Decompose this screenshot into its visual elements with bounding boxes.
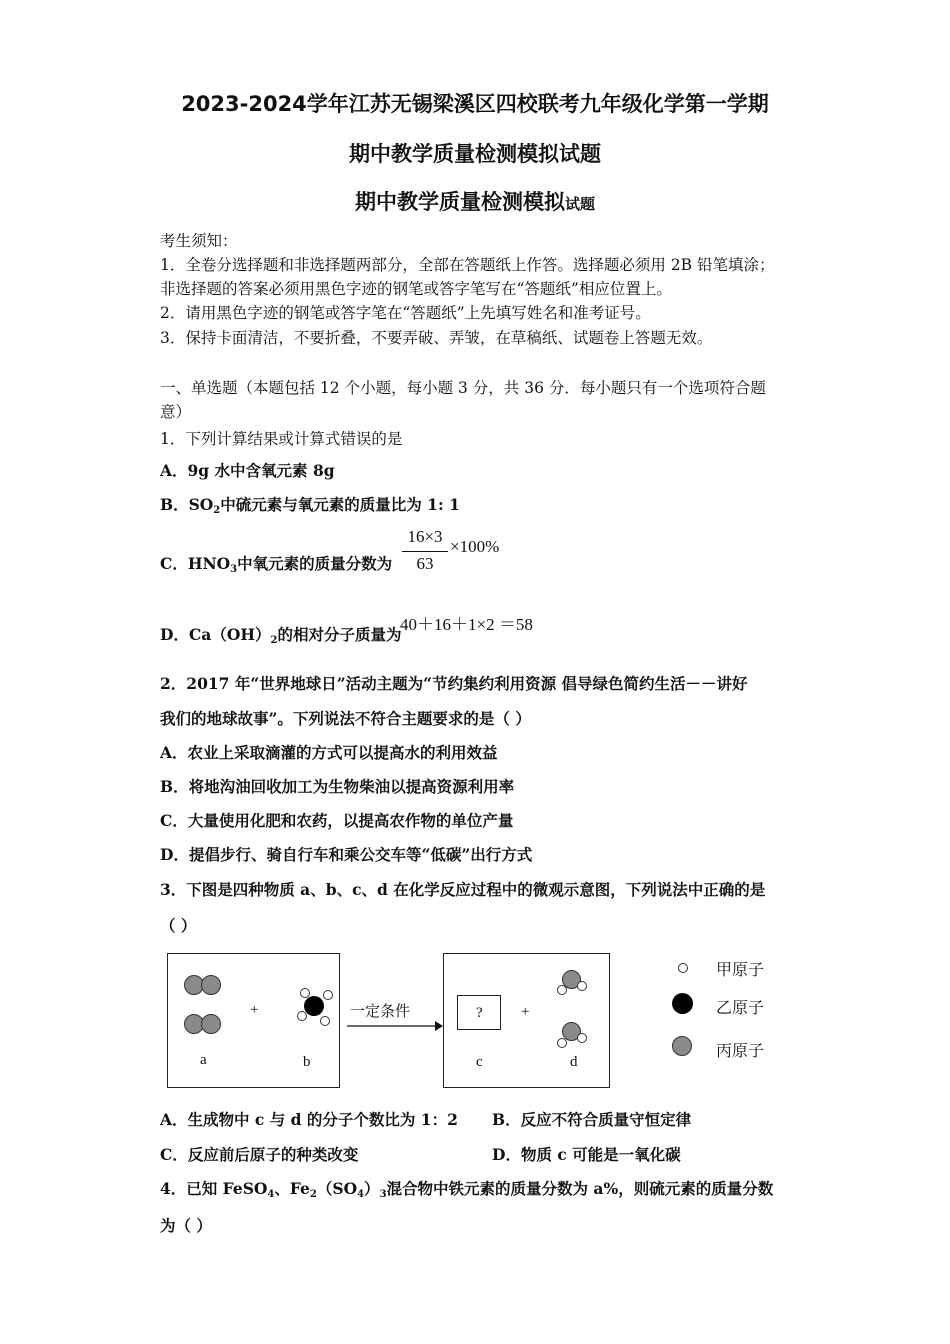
q1-d-pre: D．Ca（OH） [160, 625, 271, 644]
q4-mid3: ） [364, 1179, 380, 1198]
arrow-condition: 一定条件 [350, 1002, 411, 1020]
reaction-arrow [345, 1019, 445, 1033]
title-line-3 [0, 186, 950, 216]
section-heading-2: 意） [160, 403, 192, 421]
q4-pre: 4．已知 FeSO [160, 1179, 268, 1198]
notice-item-3: 3．保持卡面清洁，不要折叠，不要弄破、弄皱，在草稿纸、试题卷上答题无效。 [160, 329, 713, 347]
section-heading-1: 一、单选题（本题包括 12 个小题，每小题 3 分，共 36 分．每小题只有一个选项符合题 [160, 379, 766, 397]
q1-d-post: 的相对分子质量为 [277, 625, 402, 644]
legend-yi-atom [672, 993, 693, 1014]
atom-jia [320, 1016, 330, 1026]
q1-c-post: 中氧元素的质量分数为 [237, 554, 393, 573]
q3-option-b: B．反应不符合质量守恒定律 [492, 1110, 692, 1129]
q4-post: 混合物中铁元素的质量分数为 a%，则硫元素的质量分数 [386, 1179, 774, 1198]
q2-option-d: D．提倡步行、骑自行车和乘公交车等“低碳”出行方式 [160, 845, 533, 864]
question-mark: ? [476, 1005, 483, 1021]
q3-option-a: A．生成物中 c 与 d 的分子个数比为 1：2 [160, 1110, 458, 1129]
q1-b-sub: 2 [213, 505, 221, 516]
q3-stem-1: 3．下图是四种物质 a、b、c、d 在化学反应过程中的微观示意图，下列说法中正确的是 [160, 880, 766, 899]
atom-jia [323, 990, 333, 1000]
q4-stem-2: 为（ ） [160, 1216, 212, 1235]
plus-sign-2: + [521, 1004, 530, 1020]
label-d: d [570, 1054, 578, 1070]
q2-stem-1: 2．2017 年“世界地球日”活动主题为“节约集约利用资源 倡导绿色简约生活－－讲好 [160, 674, 748, 693]
q2-stem-2: 我们的地球故事”。下列说法不符合主题要求的是（ ） [160, 709, 531, 728]
legend-jia-atom [678, 963, 688, 973]
notice-item-2: 2．请用黑色字迹的钢笔或答字笔在“答题纸”上先填写姓名和准考证号。 [160, 304, 651, 322]
notice-item-1a: 1．全卷分选择题和非选择题两部分，全部在答题纸上作答。选择题必须用 2B 铅笔填涂； [160, 256, 775, 274]
title-line-1: 2023-2024学年江苏无锡梁溪区四校联考九年级化学第一学期 [181, 92, 769, 116]
q2-option-c: C．大量使用化肥和农药，以提高农作物的单位产量 [160, 811, 514, 830]
q4-sub4: 3 [379, 1189, 387, 1200]
legend-yi-label: 乙原子 [716, 998, 765, 1017]
atom-jia [557, 985, 567, 995]
q1-b-post: 中硫元素与氧元素的质量比为 1: 1 [220, 495, 460, 514]
q3-option-d: D．物质 c 可能是一氧化碳 [492, 1145, 681, 1164]
q1-option-d [160, 623, 401, 646]
plus-sign-1: + [250, 1002, 259, 1018]
label-b: b [303, 1054, 311, 1070]
title-line-3-small: 试题 [564, 195, 595, 213]
title-line-2: 期中教学质量检测模拟试题 [349, 142, 601, 166]
q4-mid1: 、Fe [274, 1179, 310, 1198]
title-line-3-main: 期中教学质量检测模拟 [354, 190, 565, 214]
q4-stem-1 [160, 1177, 773, 1200]
q1-stem: 1．下列计算结果或计算式错误的是 [160, 430, 403, 448]
legend-bing-atom [672, 1036, 692, 1056]
q1-c-numerator: 16×3 [407, 527, 443, 546]
q4-sub1: 4 [267, 1189, 275, 1200]
q1-option-b [160, 493, 460, 516]
legend-jia-label: 甲原子 [716, 960, 765, 979]
q3-option-c: C．反应前后原子的种类改变 [160, 1145, 359, 1164]
q1-d-sub: 2 [270, 635, 278, 646]
q2-option-a: A．农业上采取滴灌的方式可以提高水的利用效益 [160, 743, 498, 762]
q3-stem-2: （ ） [160, 916, 197, 935]
q4-sub3: 4 [357, 1189, 365, 1200]
q1-c-denominator: 63 [416, 554, 434, 573]
notice-heading: 考生须知： [160, 232, 238, 250]
atom-yi [304, 996, 324, 1016]
legend-bing-label: 丙原子 [716, 1041, 765, 1060]
label-c: c [476, 1054, 483, 1070]
q1-d-equation: 40＋16＋1×2 ＝58 [400, 615, 533, 634]
q1-c-fraction-bar [402, 551, 448, 552]
q1-c-sub: 3 [230, 564, 238, 575]
q4-mid2: （SO [316, 1179, 358, 1198]
q1-c-pre: C．HNO [160, 554, 231, 573]
q1-b-pre: B．SO [160, 495, 214, 514]
atom-jia [577, 981, 587, 991]
atom-bing [201, 1014, 221, 1034]
q4-sub2: 2 [309, 1189, 317, 1200]
atom-jia [557, 1038, 567, 1048]
notice-item-1b: 非选择题的答案必须用黑色字迹的钢笔或答字笔写在“答题纸”相应位置上。 [160, 280, 672, 298]
q1-option-c [160, 552, 392, 575]
q1-c-percent: ×100% [450, 537, 500, 556]
atom-bing [201, 975, 221, 995]
q1-option-a: A．9g 水中含氧元素 8g [160, 461, 335, 480]
label-a: a [200, 1052, 207, 1068]
q2-option-b: B．将地沟油回收加工为生物柴油以提高资源利用率 [160, 777, 515, 796]
atom-jia [577, 1033, 587, 1043]
